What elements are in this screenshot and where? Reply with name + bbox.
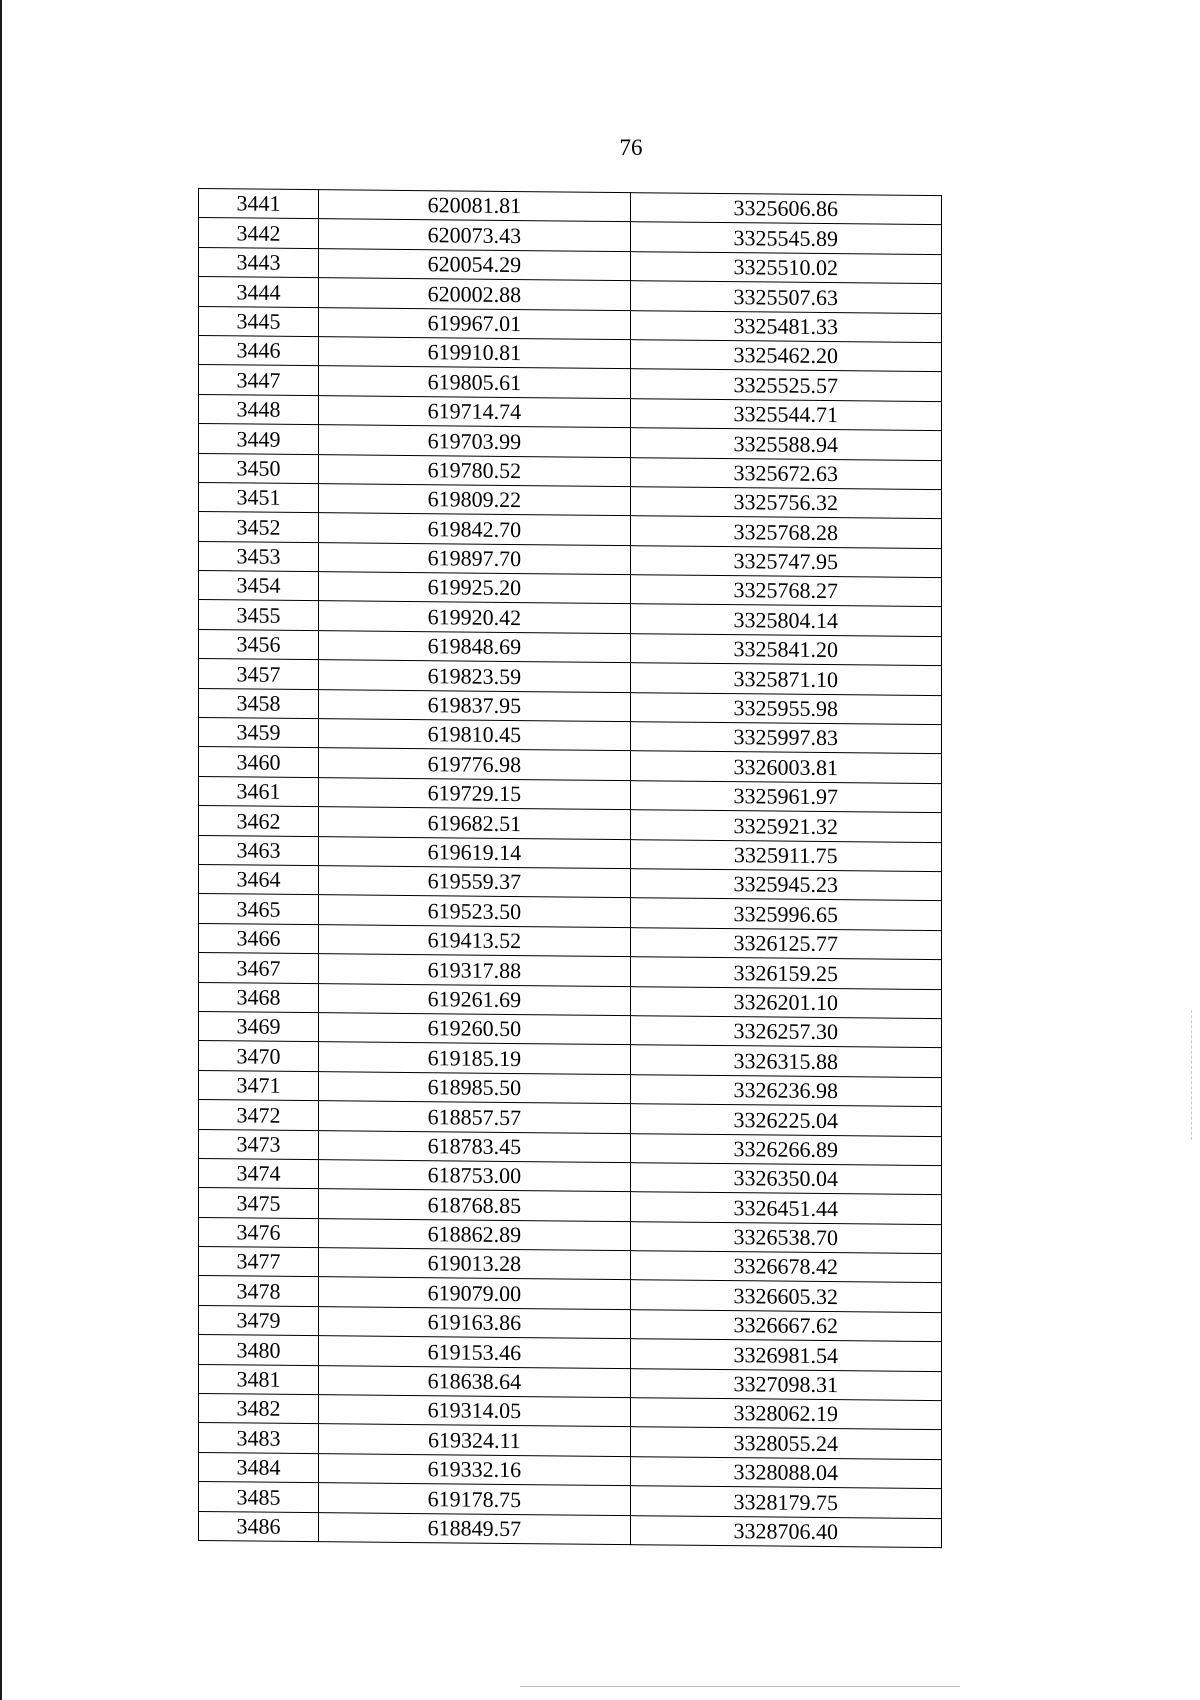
northing-cell: 3328706.40 <box>630 1515 941 1547</box>
easting-cell: 619413.52 <box>319 924 630 956</box>
easting-cell: 619714.74 <box>319 395 630 427</box>
northing-cell: 3326538.70 <box>630 1221 941 1253</box>
northing-cell: 3325507.63 <box>630 281 941 313</box>
northing-cell: 3325544.71 <box>630 398 941 430</box>
page-number: 76 <box>619 135 643 160</box>
page-edge <box>0 0 2 1700</box>
point-id-cell: 3442 <box>199 218 319 249</box>
easting-cell: 620002.88 <box>319 278 630 310</box>
northing-cell: 3325996.65 <box>630 898 941 930</box>
northing-cell: 3328055.24 <box>630 1427 941 1459</box>
northing-cell: 3326159.25 <box>630 957 941 989</box>
northing-cell: 3325841.20 <box>630 634 941 666</box>
easting-cell: 618753.00 <box>319 1160 630 1192</box>
northing-cell: 3325911.75 <box>630 839 941 871</box>
northing-cell: 3325768.28 <box>630 516 941 548</box>
northing-cell: 3325921.32 <box>630 810 941 842</box>
northing-cell: 3325997.83 <box>630 722 941 754</box>
northing-cell: 3326003.81 <box>630 751 941 783</box>
footer-smudge <box>520 1686 960 1687</box>
point-id-cell: 3447 <box>199 365 319 396</box>
point-id-cell: 3451 <box>199 482 319 513</box>
northing-cell: 3326257.30 <box>630 1016 941 1048</box>
point-id-cell: 3453 <box>199 541 319 572</box>
point-id-cell: 3483 <box>199 1423 319 1454</box>
northing-cell: 3325955.98 <box>630 692 941 724</box>
coordinate-table <box>198 188 942 1548</box>
point-id-cell: 3472 <box>199 1100 319 1131</box>
easting-cell: 619848.69 <box>319 631 630 663</box>
point-id-cell: 3446 <box>199 335 319 366</box>
northing-cell: 3328179.75 <box>630 1486 941 1518</box>
point-id-cell: 3461 <box>199 776 319 807</box>
northing-cell: 3326605.32 <box>630 1280 941 1312</box>
easting-cell: 619261.69 <box>319 983 630 1015</box>
easting-cell: 618768.85 <box>319 1189 630 1221</box>
point-id-cell: 3443 <box>199 247 319 278</box>
easting-cell: 618849.57 <box>319 1512 630 1544</box>
northing-cell: 3325747.95 <box>630 545 941 577</box>
easting-cell: 619776.98 <box>319 748 630 780</box>
easting-cell: 619842.70 <box>319 513 630 545</box>
point-id-cell: 3473 <box>199 1129 319 1160</box>
point-id-cell: 3468 <box>199 982 319 1013</box>
easting-cell: 619185.19 <box>319 1042 630 1074</box>
easting-cell: 620054.29 <box>319 248 630 280</box>
northing-cell: 3326266.89 <box>630 1133 941 1165</box>
easting-cell: 619523.50 <box>319 895 630 927</box>
northing-cell: 3325462.20 <box>630 340 941 372</box>
easting-cell: 619780.52 <box>319 454 630 486</box>
easting-cell: 619178.75 <box>319 1483 630 1515</box>
easting-cell: 619920.42 <box>319 601 630 633</box>
point-id-cell: 3441 <box>199 189 319 220</box>
point-id-cell: 3457 <box>199 659 319 690</box>
easting-cell: 619837.95 <box>319 689 630 721</box>
point-id-cell: 3455 <box>199 600 319 631</box>
point-id-cell: 3448 <box>199 394 319 425</box>
easting-cell: 619897.70 <box>319 542 630 574</box>
point-id-cell: 3463 <box>199 835 319 866</box>
northing-cell: 3326315.88 <box>630 1045 941 1077</box>
easting-cell: 618638.64 <box>319 1365 630 1397</box>
easting-cell: 620081.81 <box>319 190 630 222</box>
easting-cell: 619729.15 <box>319 777 630 809</box>
easting-cell: 619703.99 <box>319 425 630 457</box>
point-id-cell: 3465 <box>199 894 319 925</box>
northing-cell: 3326451.44 <box>630 1192 941 1224</box>
point-id-cell: 3460 <box>199 747 319 778</box>
point-id-cell: 3459 <box>199 718 319 749</box>
easting-cell: 619809.22 <box>319 484 630 516</box>
point-id-cell: 3456 <box>199 629 319 660</box>
northing-cell: 3326350.04 <box>630 1163 941 1195</box>
easting-cell: 619559.37 <box>319 866 630 898</box>
northing-cell: 3325481.33 <box>630 310 941 342</box>
point-id-cell: 3466 <box>199 923 319 954</box>
point-id-cell: 3462 <box>199 806 319 837</box>
easting-cell: 619153.46 <box>319 1336 630 1368</box>
point-id-cell: 3445 <box>199 306 319 337</box>
easting-cell: 619314.05 <box>319 1395 630 1427</box>
point-id-cell: 3486 <box>199 1511 319 1542</box>
point-id-cell: 3469 <box>199 1011 319 1042</box>
point-id-cell: 3478 <box>199 1276 319 1307</box>
point-id-cell: 3458 <box>199 688 319 719</box>
northing-cell: 3325588.94 <box>630 428 941 460</box>
point-id-cell: 3454 <box>199 571 319 602</box>
point-id-cell: 3464 <box>199 864 319 895</box>
easting-cell: 619823.59 <box>319 660 630 692</box>
easting-cell: 619925.20 <box>319 572 630 604</box>
point-id-cell: 3484 <box>199 1452 319 1483</box>
northing-cell: 3325768.27 <box>630 575 941 607</box>
northing-cell: 3325672.63 <box>630 457 941 489</box>
northing-cell: 3325871.10 <box>630 663 941 695</box>
easting-cell: 619079.00 <box>319 1277 630 1309</box>
point-id-cell: 3479 <box>199 1305 319 1336</box>
northing-cell: 3326236.98 <box>630 1074 941 1106</box>
point-id-cell: 3474 <box>199 1158 319 1189</box>
easting-cell: 619810.45 <box>319 719 630 751</box>
easting-cell: 619910.81 <box>319 337 630 369</box>
easting-cell: 618862.89 <box>319 1218 630 1250</box>
coordinate-table-body <box>199 189 942 1548</box>
easting-cell: 619317.88 <box>319 954 630 986</box>
point-id-cell: 3449 <box>199 424 319 455</box>
northing-cell: 3325961.97 <box>630 780 941 812</box>
northing-cell: 3328062.19 <box>630 1398 941 1430</box>
northing-cell: 3325510.02 <box>630 251 941 283</box>
northing-cell: 3326225.04 <box>630 1104 941 1136</box>
easting-cell: 619324.11 <box>319 1424 630 1456</box>
northing-cell: 3325525.57 <box>630 369 941 401</box>
northing-cell: 3327098.31 <box>630 1368 941 1400</box>
point-id-cell: 3485 <box>199 1482 319 1513</box>
easting-cell: 619013.28 <box>319 1248 630 1280</box>
scan-specks <box>1191 1010 1193 1140</box>
point-id-cell: 3450 <box>199 453 319 484</box>
northing-cell: 3326201.10 <box>630 986 941 1018</box>
easting-cell: 619260.50 <box>319 1013 630 1045</box>
point-id-cell: 3471 <box>199 1070 319 1101</box>
northing-cell: 3326981.54 <box>630 1339 941 1371</box>
point-id-cell: 3476 <box>199 1217 319 1248</box>
easting-cell: 618985.50 <box>319 1071 630 1103</box>
point-id-cell: 3481 <box>199 1364 319 1395</box>
point-id-cell: 3482 <box>199 1394 319 1425</box>
northing-cell: 3326667.62 <box>630 1309 941 1341</box>
point-id-cell: 3480 <box>199 1335 319 1366</box>
point-id-cell: 3470 <box>199 1041 319 1072</box>
northing-cell: 3325606.86 <box>630 193 941 225</box>
easting-cell: 619967.01 <box>319 307 630 339</box>
easting-cell: 618857.57 <box>319 1101 630 1133</box>
easting-cell: 619163.86 <box>319 1307 630 1339</box>
easting-cell: 618783.45 <box>319 1130 630 1162</box>
point-id-cell: 3475 <box>199 1188 319 1219</box>
northing-cell: 3326125.77 <box>630 927 941 959</box>
northing-cell: 3325756.32 <box>630 487 941 519</box>
easting-cell: 620073.43 <box>319 219 630 251</box>
northing-cell: 3325545.89 <box>630 222 941 254</box>
easting-cell: 619805.61 <box>319 366 630 398</box>
northing-cell: 3326678.42 <box>630 1251 941 1283</box>
easting-cell: 619619.14 <box>319 836 630 868</box>
northing-cell: 3325945.23 <box>630 869 941 901</box>
point-id-cell: 3467 <box>199 953 319 984</box>
northing-cell: 3328088.04 <box>630 1456 941 1488</box>
point-id-cell: 3477 <box>199 1247 319 1278</box>
northing-cell: 3325804.14 <box>630 604 941 636</box>
easting-cell: 619682.51 <box>319 807 630 839</box>
easting-cell: 619332.16 <box>319 1453 630 1485</box>
point-id-cell: 3452 <box>199 512 319 543</box>
point-id-cell: 3444 <box>199 277 319 308</box>
